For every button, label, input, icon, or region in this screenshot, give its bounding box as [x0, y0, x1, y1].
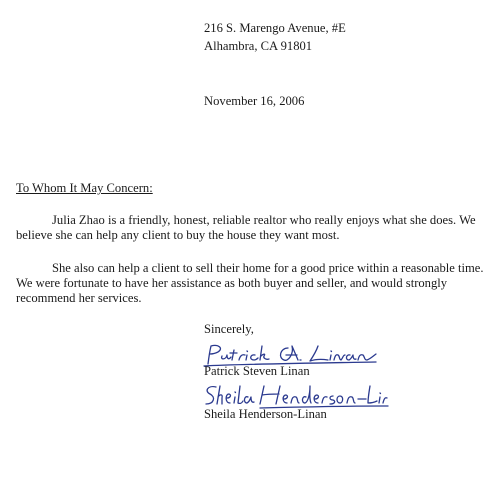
letter-date: November 16, 2006 [204, 94, 305, 108]
sender-address-line1: 216 S. Marengo Avenue, #E [204, 21, 346, 35]
signatory-1-name: Patrick Steven Linan [204, 364, 310, 378]
body-paragraph-1-text: Julia Zhao is a friendly, honest, reliable realtor who really enjoys what she does. We believe she can help any client to buy the house they want most. [16, 213, 476, 242]
salutation: To Whom It May Concern: [16, 181, 153, 195]
signatory-2-name: Sheila Henderson-Linan [204, 407, 327, 421]
body-paragraph-1 [16, 213, 486, 243]
body-paragraph-2-text: She also can help a client to sell their home for a good price within a reasonable time. We were fortunate to have her assistance as both buyer and seller, and would strongly recommend her services. [16, 261, 484, 305]
closing: Sincerely, [204, 322, 254, 336]
body-paragraph-2 [16, 261, 486, 306]
sender-address-line2: Alhambra, CA 91801 [204, 39, 313, 53]
